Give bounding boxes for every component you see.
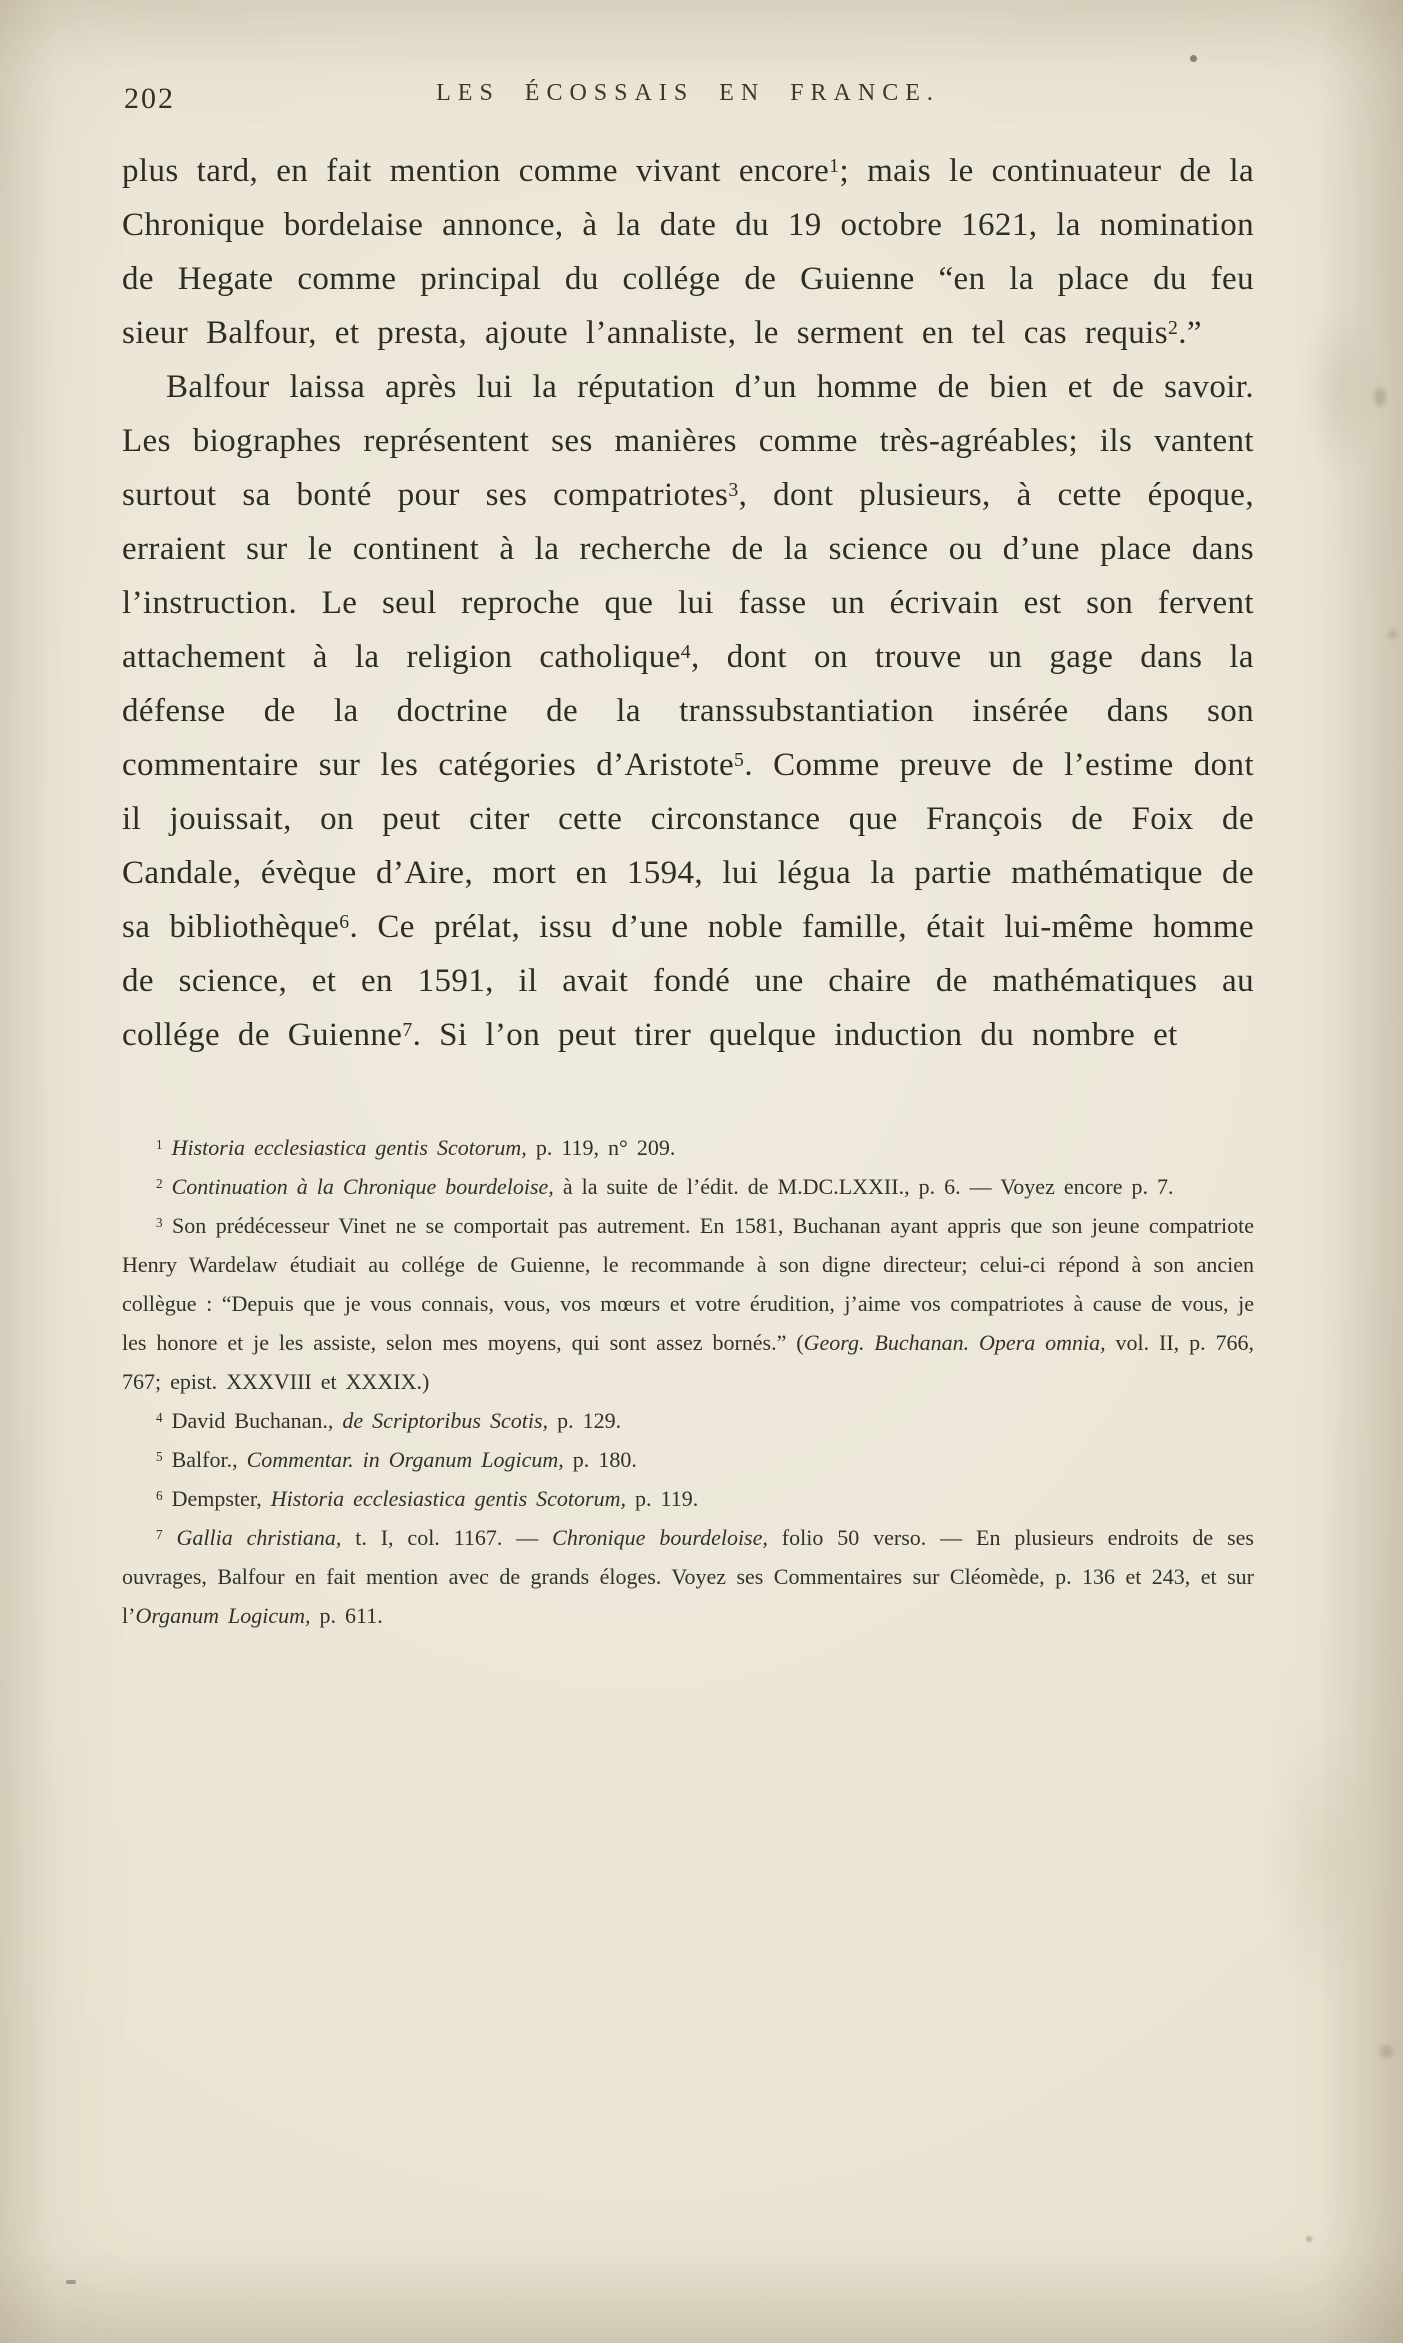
footnote <box>122 1206 1254 1401</box>
footnote-ref: 2 <box>1167 317 1179 340</box>
footnote-ref: 4 <box>680 641 692 664</box>
page-number: 202 <box>124 82 175 115</box>
text-run: , dont on trouve un gage dans la défense de la doctrine de la transsubstantiation insérée dans son commentaire sur les catégories d’Aristote <box>122 639 1254 783</box>
italic-text-run: Continuation à la Chronique bourdeloise, <box>171 1174 554 1199</box>
text-run: à la suite de l’édit. de M.DC.LXXII., p. 6. — Voyez encore p. 7. <box>553 1174 1174 1199</box>
text-run: Son prédécesseur Vinet ne se comportait pas autrement. En 1581, Buchanan ayant appris que son jeune compatriote Henry Wardelaw étudiait au collége de Guienne, le recommande à son digne directeur; celui-ci répond à son ancien collègue : “Depuis que je vous connais, vous, vos mœurs et votre érudition, j’aime vos compatriotes à cause de vous, je les honore et je les assiste, selon mes moyens, qui sont assez bornés.” ( <box>122 1213 1254 1355</box>
footnote-ref: 6 <box>339 911 350 934</box>
footnote-ref: 3 <box>728 479 739 502</box>
italic-text-run: Organum Logicum, <box>135 1603 311 1628</box>
footnote-ref: 2 <box>156 1176 163 1192</box>
text-run: Balfour laissa après lui la réputation d’un homme de bien et de savoir. Les biographes représentent ses manières comme très-agréables; ils vantent surtout sa bonté pour ses compatriotes <box>122 369 1254 513</box>
body-text <box>122 144 1254 1062</box>
footnote-ref: 5 <box>734 749 745 772</box>
text-run: . Si l’on peut tirer quelque induction du nombre et <box>412 1017 1178 1053</box>
paragraph <box>122 144 1254 360</box>
paper-stain <box>1240 1650 1400 2070</box>
ink-speck <box>66 2280 76 2284</box>
italic-text-run: Chronique bourdeloise, <box>552 1525 768 1550</box>
text-run: Balfor., <box>162 1447 247 1472</box>
text-block <box>122 72 1254 1635</box>
italic-text-run: Commentar. in Organum Logicum, <box>246 1447 564 1472</box>
text-run: .” <box>1178 315 1202 351</box>
text-run: p. 611. <box>310 1603 383 1628</box>
footnote-ref: 5 <box>156 1449 163 1465</box>
footnote <box>122 1128 1254 1167</box>
text-run: , dont plusieurs, à cette époque, erraient sur le continent à la recherche de la science ou d’une place dans l’instruction. Le seul reproche que lui fasse un écrivain est son fervent attachement à la religion catholique <box>122 477 1254 675</box>
text-run: vol. II, p. 766, 767; epist. XXXVIII et XXXIX.) <box>122 1330 1254 1394</box>
text-run <box>163 1525 177 1550</box>
italic-text-run: Gallia christiana, <box>176 1525 342 1550</box>
text-run: . Ce prélat, issu d’une noble famille, était lui-même homme de science, et en 1591, il avait fondé une chaire de mathématiques au collége de Guienne <box>122 909 1254 1053</box>
paragraph <box>122 360 1254 1062</box>
footnote-ref: 3 <box>156 1215 163 1231</box>
footnote <box>122 1479 1254 1518</box>
text-run: p. 119, n° 209. <box>526 1135 676 1160</box>
footnote-ref: 1 <box>829 155 840 178</box>
text-run: Dempster, <box>162 1486 271 1511</box>
footnote <box>122 1518 1254 1635</box>
ink-speck <box>1374 388 1386 406</box>
footnote <box>122 1167 1254 1206</box>
text-run: David Buchanan., <box>162 1408 343 1433</box>
text-run: p. 180. <box>563 1447 637 1472</box>
text-run: p. 129. <box>548 1408 622 1433</box>
footnote-ref: 1 <box>156 1137 163 1153</box>
ink-speck <box>1380 2045 1393 2058</box>
footnote-ref: 7 <box>402 1019 413 1042</box>
text-run: t. I, col. 1167. — <box>341 1525 553 1550</box>
running-title: LES ÉCOSSAIS EN FRANCE. <box>436 80 940 106</box>
text-run: plus tard, en fait mention comme vivant encore <box>122 153 830 189</box>
ink-speck <box>1190 55 1197 62</box>
text-run: . Comme preuve de l’estime dont il jouissait, on peut citer cette circonstance que François de Foix de Candale, évèque d’Aire, mort en 1594, lui légua la partie mathématique de sa bibliothèque <box>122 747 1255 945</box>
text-run <box>163 1135 172 1160</box>
page-header <box>122 72 1254 118</box>
ink-speck <box>1388 630 1397 639</box>
paper-stain <box>1280 260 1400 520</box>
text-run: ; mais le continuateur de la Chronique bordelaise annonce, à la date du 19 octobre 1621, la nomination de Hegate comme principal du collége de Guienne “en la place du feu sieur Balfour, et presta, ajoute l’annaliste, le serment en tel cas requis <box>122 153 1254 351</box>
footnote-ref: 7 <box>156 1527 163 1543</box>
italic-text-run: Georg. Buchanan. Opera omnia, <box>803 1330 1106 1355</box>
italic-text-run: de Scriptoribus Scotis, <box>342 1408 549 1433</box>
footnote-section <box>122 1128 1254 1635</box>
text-run: folio 50 verso. — En plusieurs endroits de ses ouvrages, Balfour en fait mention avec de grands éloges. Voyez ses Commentaires sur Cléomède, p. 136 et 243, et sur l’ <box>122 1525 1254 1628</box>
footnote <box>122 1401 1254 1440</box>
footnote <box>122 1440 1254 1479</box>
text-run <box>163 1174 172 1199</box>
text-run: p. 119. <box>625 1486 699 1511</box>
ink-speck <box>1306 2236 1312 2242</box>
italic-text-run: Historia ecclesiastica gentis Scotorum, <box>270 1486 626 1511</box>
footnote-ref: 6 <box>156 1488 163 1504</box>
italic-text-run: Historia ecclesiastica gentis Scotorum, <box>171 1135 527 1160</box>
footnote-ref: 4 <box>156 1410 163 1426</box>
